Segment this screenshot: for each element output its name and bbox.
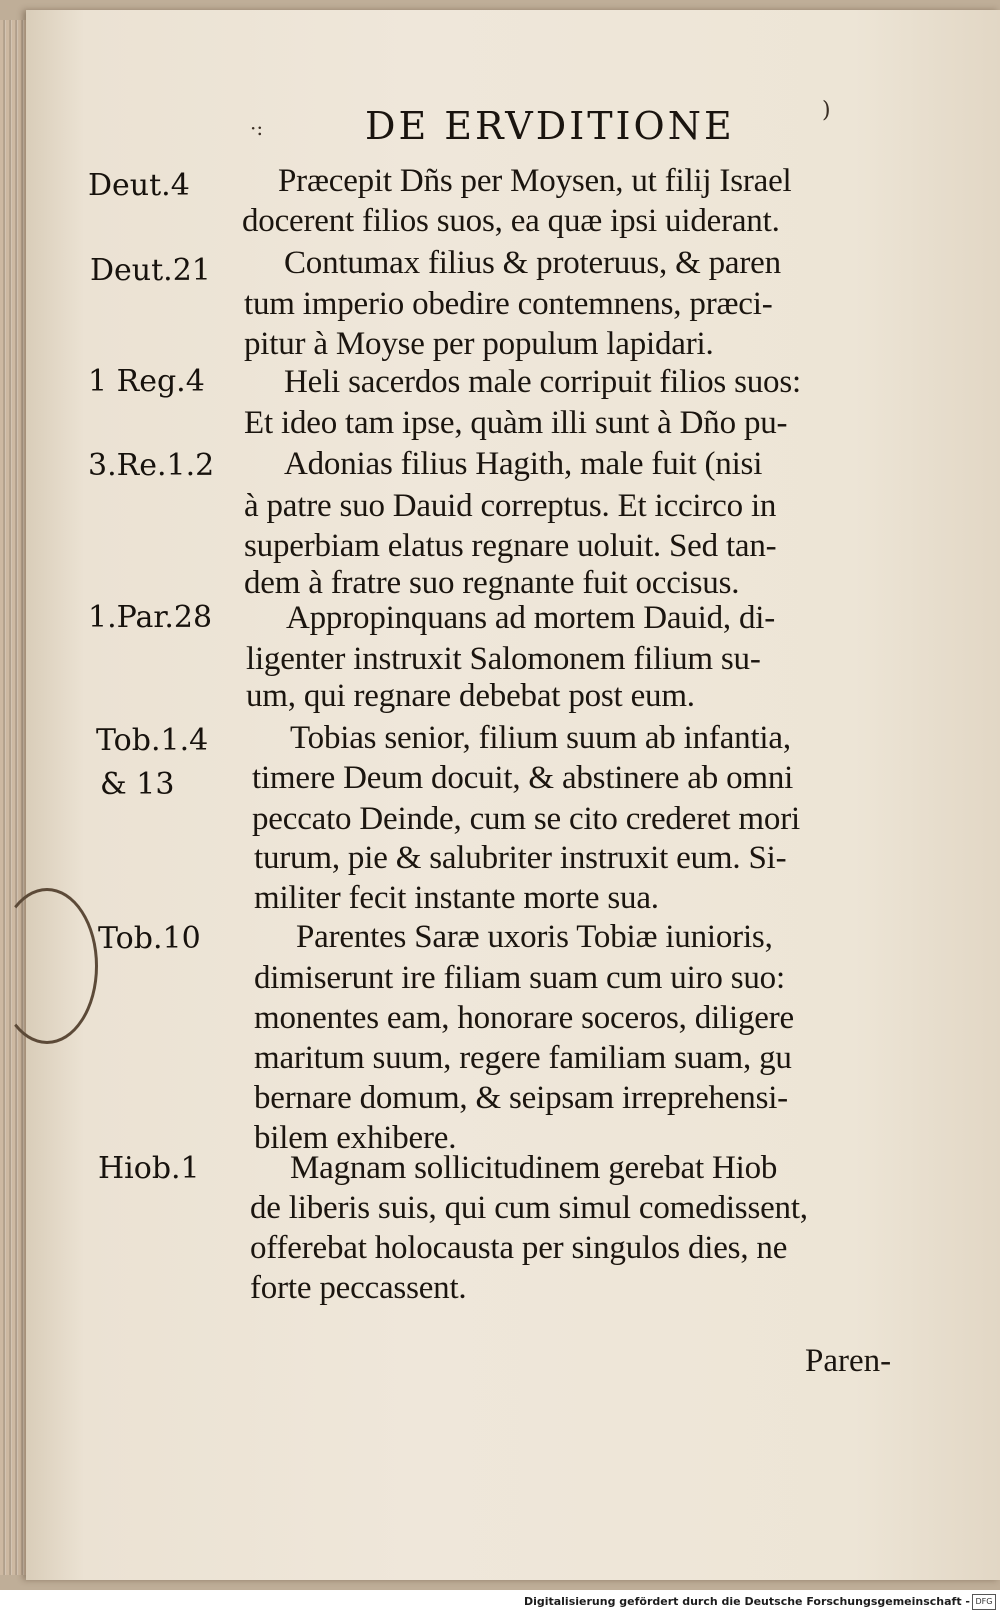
text-line: militer fecit instante morte sua. (254, 880, 659, 916)
text-line: ligenter instruxit Salomonem filium su- (246, 641, 761, 677)
text-line: peccato Deinde, cum se cito crederet mori (252, 801, 800, 837)
text-line: Et ideo tam ipse, quàm illi sunt à Dño pu- (244, 405, 788, 441)
digitization-footer (0, 1590, 1000, 1615)
text-line: de liberis suis, qui cum simul comedissent, (250, 1190, 808, 1226)
text-line: bernare domum, & seipsam irreprehensi- (254, 1080, 788, 1116)
margin-reference: 3.Re.1.2 (88, 448, 215, 483)
text-line: Tobias senior, filium suum ab infantia, (290, 720, 791, 756)
dfg-logo: DFG (972, 1594, 996, 1610)
text-line: um, qui regnare debebat post eum. (246, 678, 695, 714)
text-line: offerebat holocausta per singulos dies, ne (250, 1230, 788, 1266)
margin-reference: Tob.10 (98, 921, 201, 956)
catchword: Paren- (805, 1343, 892, 1379)
text-line: timere Deum docuit, & abstinere ab omni (252, 760, 794, 796)
margin-reference: Deut.4 (88, 168, 190, 203)
text-line: Adonias filius Hagith, male fuit (nisi (284, 446, 763, 482)
text-line: Contumax filius & proteruus, & paren (284, 245, 781, 281)
text-line: turum, pie & salubriter instruxit eum. Si- (254, 840, 787, 876)
text-line: docerent filios suos, ea quæ ipsi uiderant. (242, 203, 780, 239)
text-line: maritum suum, regere familiam suam, gu (254, 1040, 792, 1076)
running-header: DE ERVDITIONE (365, 104, 735, 148)
text-line: bilem exhibere. (254, 1120, 457, 1156)
text-line: tum imperio obedire contemnens, præci- (244, 286, 773, 322)
margin-reference: Hiob.1 (98, 1151, 200, 1186)
margin-reference: Deut.21 (90, 253, 211, 288)
text-line: monentes eam, honorare soceros, diligere (254, 1000, 794, 1036)
text-line: forte peccassent. (250, 1270, 467, 1306)
text-line: pitur à Moyse per populum lapidari. (244, 326, 714, 362)
text-line: dem à fratre suo regnante fuit occisus. (244, 565, 740, 601)
text-line: dimiserunt ire filiam suam cum uiro suo: (254, 960, 785, 996)
text-line: à patre suo Dauid correptus. Et iccirco in (244, 488, 777, 524)
text-line: Parentes Saræ uxoris Tobiæ iunioris, (296, 919, 773, 955)
header-mark-right: ) (822, 98, 831, 123)
page-clip-ring (0, 888, 98, 1044)
margin-reference: 1 Reg.4 (88, 364, 205, 399)
text-line: Heli sacerdos male corripuit filios suos: (284, 364, 801, 400)
margin-reference: & 13 (100, 767, 175, 802)
header-mark-left: ·: (250, 116, 264, 140)
text-line: Præcepit Dñs per Moysen, ut filij Israel (278, 163, 792, 199)
text-line: superbiam elatus regnare uoluit. Sed tan- (244, 528, 777, 564)
text-line: Magnam sollicitudinem gerebat Hiob (290, 1150, 778, 1186)
text-line: Appropinquans ad mortem Dauid, di- (286, 600, 776, 636)
footer-credit: Digitalisierung gefördert durch die Deutsche Forschungsgemeinschaft - (523, 1595, 970, 1608)
margin-reference: 1.Par.28 (88, 600, 213, 635)
margin-reference: Tob.1.4 (96, 723, 209, 758)
